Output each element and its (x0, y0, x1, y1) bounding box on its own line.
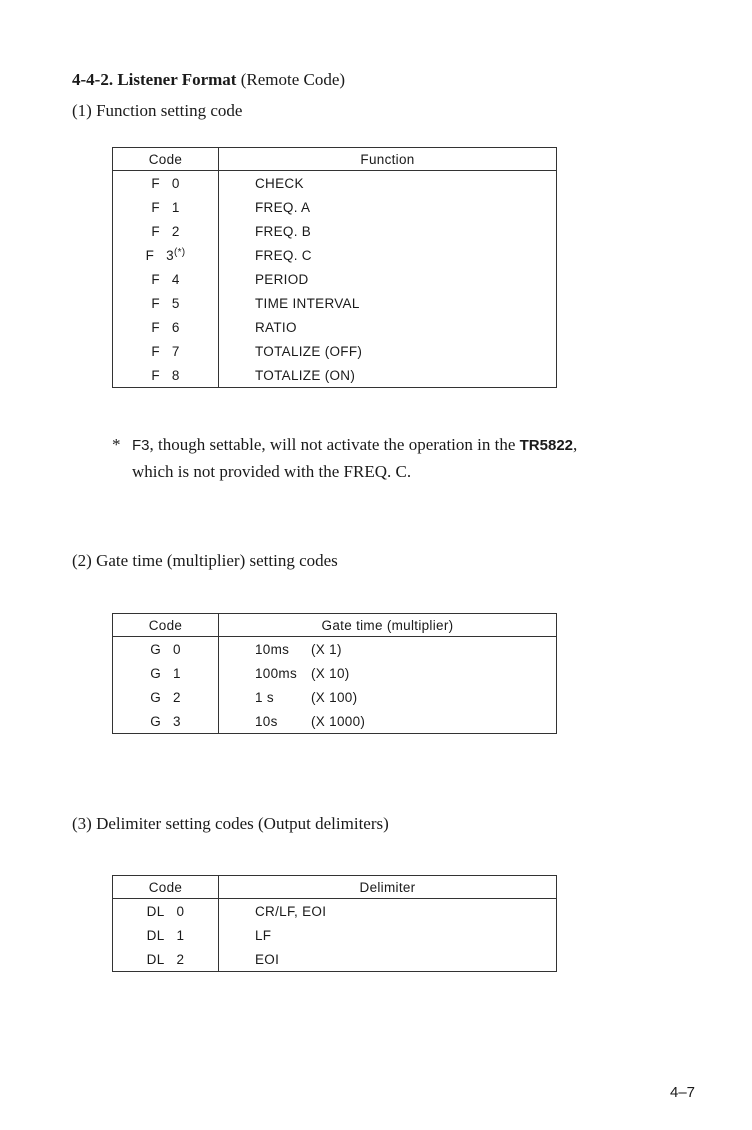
footnote-text-1: , though settable, will not activate the operation in the (149, 435, 516, 454)
value-cell: PERIOD (219, 267, 557, 291)
value-cell: LF (219, 923, 557, 947)
value-cell: TOTALIZE (ON) (219, 363, 557, 388)
code-cell: G 2 (113, 685, 219, 709)
value-cell: CHECK (219, 171, 557, 196)
code-cell: F 8 (113, 363, 219, 388)
table-row (113, 685, 557, 709)
table-row (113, 899, 557, 924)
value-cell: CR/LF, EOI (219, 899, 557, 924)
footnote (112, 432, 712, 485)
gate-header-code: Code (113, 614, 219, 637)
value-cell: TOTALIZE (OFF) (219, 339, 557, 363)
table-row (113, 291, 557, 315)
value-cell: FREQ. B (219, 219, 557, 243)
code-cell: DL 2 (113, 947, 219, 972)
code-cell: F 3(*) (113, 243, 219, 267)
table-row (113, 637, 557, 662)
value-cell: RATIO (219, 315, 557, 339)
function-header-code: Code (113, 148, 219, 171)
table-row (113, 339, 557, 363)
value-cell: 1 s (X 100) (219, 685, 557, 709)
table-row (113, 947, 557, 972)
code-cell: F 5 (113, 291, 219, 315)
footnote-marker: (*) (173, 247, 186, 258)
table-row (113, 171, 557, 196)
value-cell: 10s (X 1000) (219, 709, 557, 734)
table-row (113, 709, 557, 734)
delimiter-header-code: Code (113, 876, 219, 899)
table-row (113, 195, 557, 219)
code-cell: F 6 (113, 315, 219, 339)
code-cell: F 2 (113, 219, 219, 243)
table-row (113, 243, 557, 267)
section-heading (72, 70, 345, 90)
table-row (113, 267, 557, 291)
value-cell: TIME INTERVAL (219, 291, 557, 315)
section-title-bold: Listener Format (117, 70, 237, 89)
value-cell: 100ms (X 10) (219, 661, 557, 685)
code-cell: DL 0 (113, 899, 219, 924)
gate-header-value: Gate time (multiplier) (219, 614, 557, 637)
table-row (113, 315, 557, 339)
table-row (113, 363, 557, 388)
delimiter-header-value: Delimiter (219, 876, 557, 899)
code-cell: DL 1 (113, 923, 219, 947)
code-cell: F 0 (113, 171, 219, 196)
page-number: 4–7 (670, 1084, 696, 1101)
code-cell: F 1 (113, 195, 219, 219)
footnote-line-2: which is not provided with the FREQ. C. (132, 462, 412, 481)
function-table (112, 147, 557, 388)
function-subheading: (1) Function setting code (72, 101, 243, 120)
footnote-code: F3 (132, 437, 150, 454)
value-cell: FREQ. C (219, 243, 557, 267)
value-cell: FREQ. A (219, 195, 557, 219)
delimiter-table (112, 875, 557, 972)
table-row (113, 219, 557, 243)
code-cell: F 4 (113, 267, 219, 291)
footnote-text-2: , (573, 435, 578, 454)
function-header-value: Function (219, 148, 557, 171)
footnote-star: * (112, 435, 121, 454)
gate-subheading: (2) Gate time (multiplier) setting codes (72, 551, 338, 570)
gate-table (112, 613, 557, 734)
code-cell: G 0 (113, 637, 219, 662)
section-number: 4-4-2. (72, 70, 114, 89)
footnote-model: TR5822 (519, 437, 574, 454)
code-cell: F 7 (113, 339, 219, 363)
section-title-rest: (Remote Code) (240, 70, 346, 89)
value-cell: 10ms (X 1) (219, 637, 557, 662)
table-row (113, 923, 557, 947)
table-row (113, 661, 557, 685)
code-cell: G 3 (113, 709, 219, 734)
code-cell: G 1 (113, 661, 219, 685)
value-cell: EOI (219, 947, 557, 972)
delimiter-subheading: (3) Delimiter setting codes (Output delimiters) (72, 814, 389, 833)
